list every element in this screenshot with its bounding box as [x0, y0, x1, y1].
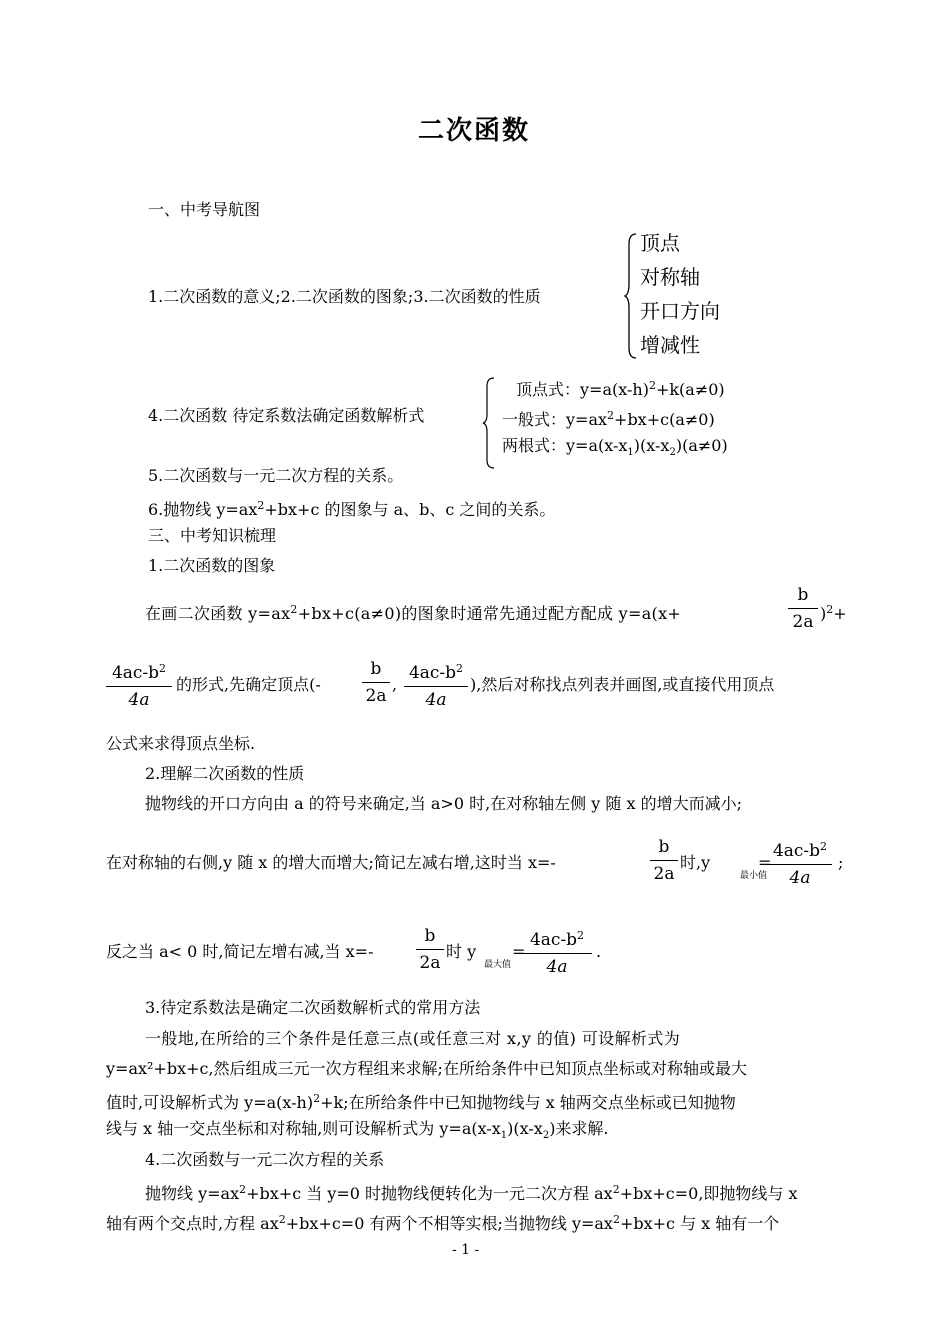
frac-num: b	[424, 926, 436, 946]
p3-line1: 一般地,在所给的三个条件是任意三点(或任意三对 x,y 的值) 可设解析式为	[145, 1029, 681, 1048]
p2-line3-text-b: 时 y	[446, 942, 477, 961]
frac-den-text: 4a	[128, 690, 150, 710]
nav-line-6-b: +bx+c 的图象与 a、b、c 之间的关系。	[264, 500, 556, 519]
p1-d: +	[833, 604, 847, 623]
p2-line3-text-a: 反之当 a< 0 时,简记左增右减,当 x=-	[106, 942, 374, 961]
fraction-b-over-2a-min	[650, 836, 678, 885]
vertex-form-pre: y=a(x-h)	[580, 380, 649, 399]
general-form	[502, 406, 715, 430]
section-heading-knowledge: 三、中考知识梳理	[148, 526, 277, 545]
general-form-post: +bx+c(a≠0)	[614, 410, 715, 429]
frac-den	[404, 689, 468, 711]
general-form-pre: y=ax	[566, 410, 608, 429]
p4-line1-b: +bx+c 当 y=0 时抛物线便转化为一元二次方程 ax	[246, 1184, 613, 1203]
p1-line2-comma: ,	[392, 675, 398, 694]
p1-line2-text-a: 的形式,先确定顶点(-	[176, 675, 321, 694]
frac-bar	[788, 608, 818, 609]
p4-line1-sup2: 2	[612, 1183, 620, 1196]
p4-line2-a: 轴有两个交点时,方程 ax	[106, 1214, 279, 1233]
nav-line-6	[148, 496, 555, 520]
fraction-b-over-2a-max	[416, 925, 444, 974]
frac-num-text: 4ac-b	[772, 841, 821, 861]
frac-den: 2a	[792, 612, 814, 632]
p2-line1: 抛物线的开口方向由 a 的符号来确定,当 a>0 时,在对称轴左侧 y 随 x 的增大而减小;	[145, 794, 742, 813]
p4-line2-sup1: 2	[278, 1213, 286, 1226]
p1-line1-text	[145, 600, 681, 624]
nav-line-4: 4.二次函数 待定系数法确定函数解析式	[148, 406, 425, 425]
p4-line2	[106, 1210, 779, 1234]
sub-heading-2: 2.理解二次函数的性质	[145, 764, 305, 783]
frac-num: b	[370, 659, 382, 679]
frac-bar	[416, 949, 444, 950]
p3-line4	[106, 1119, 609, 1146]
p4-line2-sup2: 2	[612, 1213, 620, 1226]
p1-line2-text-b: ),然后对称找点列表并画图,或直接代用顶点	[470, 675, 775, 694]
fraction-4ac-b2-over-4a-vertex	[404, 658, 468, 711]
p1-line3: 公式来求得顶点坐标.	[106, 734, 256, 753]
fraction-4ac-b2-over-4a-max	[522, 925, 592, 978]
frac-den	[522, 956, 592, 978]
nav-line-1: 1.二次函数的意义;2.二次函数的图象;3.二次函数的性质	[148, 287, 541, 306]
nav-line-6-sup: 2	[257, 499, 265, 512]
frac-den	[768, 867, 832, 889]
p2-line2-text-b	[680, 853, 710, 873]
roots-form-sub1: 1	[627, 447, 634, 458]
fraction-4ac-b2-over-4a-min	[768, 836, 832, 889]
properties-brace	[624, 232, 638, 360]
p2-line2-text-a: 在对称轴的右侧,y 随 x 的增大而增大;简记左减右增,这时当 x=-	[106, 853, 556, 872]
p2-line2-b: 时,y	[680, 853, 711, 872]
property-monotonicity: 增减性	[640, 333, 700, 357]
roots-form-a: y=a(x-x	[566, 436, 628, 455]
p4-line2-b: +bx+c=0 有两个不相等实根;当抛物线 y=ax	[285, 1214, 613, 1233]
frac-num-sup: 2	[820, 840, 828, 853]
p3-line3-a: 值时,可设解析式为 y=a(x-h)	[106, 1093, 314, 1112]
frac-num-text: 4ac-b	[529, 930, 578, 950]
p1-sup2: 2	[826, 603, 834, 616]
fraction-b-over-2a	[788, 584, 818, 633]
p3-line2: y=ax²+bx+c,然后组成三元一次方程组来求解;在所给条件中已知顶点坐标或对称轴或最大	[106, 1059, 747, 1078]
p3-line4-c: )来求解.	[549, 1119, 609, 1138]
frac-bar	[522, 953, 592, 954]
roots-form-label: 两根式：	[502, 436, 567, 455]
frac-den: 2a	[365, 686, 387, 706]
frac-num	[522, 925, 592, 951]
p4-line2-c: +bx+c 与 x 轴有一个	[619, 1214, 780, 1233]
p4-line1	[145, 1180, 798, 1204]
roots-form-sub2: 2	[669, 447, 676, 458]
vertex-form	[516, 376, 725, 400]
page-number: - 1 -	[452, 1242, 480, 1258]
forms-brace	[482, 376, 496, 470]
vertex-form-post: +k(a≠0)	[655, 380, 725, 399]
p3-line4-sub1: 1	[500, 1130, 508, 1141]
frac-num-text: 4ac-b	[408, 663, 457, 683]
p4-line1-sup1: 2	[239, 1183, 247, 1196]
frac-den	[106, 689, 172, 711]
p1-a: 在画二次函数 y=ax	[145, 604, 291, 623]
p3-line3-b: +k;在所给条件中已知抛物线与 x 轴两交点坐标或已知抛物	[320, 1093, 736, 1112]
sub-heading-1: 1.二次函数的图象	[148, 556, 276, 575]
roots-form-b: )(x-x	[633, 436, 670, 455]
frac-bar	[362, 682, 390, 683]
property-axis: 对称轴	[640, 265, 700, 289]
fraction-b-over-2a-vertex	[362, 658, 390, 707]
p4-line1-c: +bx+c=0,即抛物线与 x	[619, 1184, 798, 1203]
sub-heading-3: 3.待定系数法是确定二次函数解析式的常用方法	[145, 998, 481, 1017]
p1-b: +bx+c(a≠0)的图象时通常先通过配方配成 y=a(x+	[297, 604, 682, 623]
sub-heading-4: 4.二次函数与一元二次方程的关系	[145, 1150, 385, 1169]
p1-line1-end	[820, 600, 847, 624]
nav-line-5: 5.二次函数与一元二次方程的关系。	[148, 466, 404, 485]
p3-line3-sup: 2	[313, 1092, 321, 1105]
p2-line3-end: .	[596, 942, 602, 961]
vertex-form-label: 顶点式：	[516, 380, 581, 399]
section-heading-navigation: 一、中考导航图	[148, 200, 261, 219]
p2-line2-end: ;	[838, 853, 844, 872]
frac-num	[768, 836, 832, 862]
roots-form-c: )(a≠0)	[675, 436, 728, 455]
frac-num: b	[797, 585, 809, 605]
frac-num-text: 4ac-b	[111, 663, 160, 683]
frac-den-text: 4a	[425, 690, 447, 710]
p3-line4-b: )(x-x	[507, 1119, 543, 1138]
frac-den: 2a	[419, 953, 441, 973]
p4-line1-a: 抛物线 y=ax	[145, 1184, 240, 1203]
p2-line2-eq: =	[758, 853, 772, 872]
roots-form	[502, 436, 728, 463]
frac-num-sup: 2	[577, 929, 585, 942]
frac-num: b	[658, 837, 670, 857]
frac-den-text: 4a	[789, 868, 811, 888]
frac-num-sup: 2	[159, 662, 167, 675]
general-form-sup: 2	[607, 409, 615, 422]
page-title: 二次函数	[418, 116, 531, 146]
min-value-subscript: 最小值	[740, 871, 768, 881]
frac-den-text: 4a	[546, 957, 568, 977]
vertex-form-sup: 2	[648, 379, 656, 392]
property-opening: 开口方向	[640, 299, 720, 323]
p3-line3	[106, 1089, 736, 1113]
frac-num-sup: 2	[456, 662, 464, 675]
property-vertex: 顶点	[640, 231, 680, 255]
frac-bar	[650, 860, 678, 861]
frac-bar	[768, 864, 832, 865]
p3-line4-sub2: 2	[542, 1130, 550, 1141]
frac-den: 2a	[653, 864, 675, 884]
frac-num	[106, 658, 172, 684]
frac-bar	[404, 686, 468, 687]
general-form-label: 一般式：	[502, 410, 567, 429]
p1-sup1: 2	[290, 603, 298, 616]
frac-num	[404, 658, 468, 684]
p2-line3-eq: =	[512, 942, 526, 961]
frac-bar	[106, 686, 172, 687]
p3-line4-a: 线与 x 轴一交点坐标和对称轴,则可设解析式为 y=a(x-x	[106, 1119, 501, 1138]
p1-c: )	[820, 604, 827, 623]
max-value-subscript: 最大值	[484, 960, 512, 970]
nav-line-6-a: 6.抛物线 y=ax	[148, 500, 258, 519]
fraction-4ac-b2-over-4a	[106, 658, 172, 711]
